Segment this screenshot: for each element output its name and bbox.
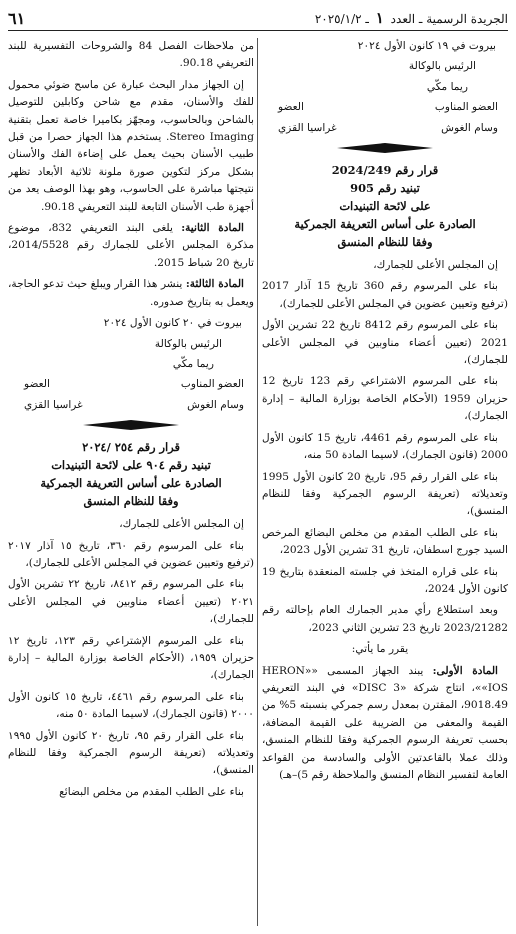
- signature-date: بيروت في ٢٠ كانون الأول ٢٠٢٤: [103, 317, 242, 330]
- member-role: العضو: [24, 378, 50, 391]
- header-issue-number: ١: [375, 9, 384, 27]
- article-2: [8, 220, 254, 272]
- diamond-rule-icon: [83, 420, 179, 430]
- article-1: [262, 663, 508, 785]
- article-3-label: المادة الثالثة:: [185, 278, 244, 291]
- signature-role: الرئيس بالوكالة: [408, 60, 476, 73]
- page-header: [8, 6, 508, 31]
- decision-subtitle-line: وفقا للنظام المنسق: [337, 235, 433, 250]
- members-roles-row: [8, 376, 254, 393]
- article-3: [8, 276, 254, 311]
- right-column: [262, 38, 508, 928]
- whereas-paragraph: وبعد استطلاع رأي مدير الجمارك العام بإحالته رقم 2023/21282 تاريخ 23 تشرين الثاني 2023،: [262, 604, 508, 634]
- decision-subtitle-line: تبنيد رقم 905: [350, 181, 420, 196]
- whereas-paragraph: بناء على المرسوم رقم 8412 تاريخ 22 تشرين الأول 2021 (تعيين أعضاء مناوبين في المجلس الأعلى للجمارك)،: [262, 319, 508, 367]
- signature-date: بيروت في ١٩ كانون الأول ٢٠٢٤: [357, 40, 496, 52]
- section-separator: [262, 143, 508, 153]
- decision-title: قرار رقم 2024/249: [331, 163, 439, 178]
- member-name-alternate: وسام الغوش: [187, 398, 244, 411]
- page-number: ٦١: [8, 8, 26, 28]
- header-date: ـ ٢٠٢٥/١/٢: [314, 12, 369, 26]
- decision-intro: إن المجلس الأعلى للجمارك،: [119, 518, 244, 531]
- decides-line: يقرر ما يأتي:: [351, 643, 409, 656]
- signature-block: [8, 315, 254, 414]
- whereas-paragraph: بناء على المرسوم رقم ٨٤١٢، تاريخ ٢٢ تشرين الأول ٢٠٢١ (تعيين أعضاء مناوبين في المجلس الأعلى للجمارك)،: [8, 578, 254, 626]
- previous-signature-block: [262, 38, 508, 137]
- left-column: [8, 38, 254, 928]
- decision-heading: [8, 438, 254, 510]
- decision-subtitle-line: الصادرة على أساس التعريفة الجمركية: [294, 217, 476, 232]
- diamond-rule-icon: [337, 143, 433, 153]
- article-1-text: يبند الجهاز المسمى «HERON» «IOS»، انتاج شركة «DISC 3» في البند التعريفي 9018.49، المقترن بمعدل رسم جمركي بنسبته 5% من القيمة والمعفى من الضريبة على القيمة المضافة، بحسب تعريفة الرسوم الجمركية وفقا للنظام المنسق، وذلك عملا بالقاعدتين الأولى والسادسة من القواعد العامة لتفسير النظام المنسق والملاحظة رقم 5)–هـ): [262, 664, 508, 781]
- article-2-text: يلغى البند التعريفي 832، موضوع مذكرة المجلس الأعلى للجمارك رقم 2014/5528، تاريخ 20 شباط 2015.: [8, 222, 254, 269]
- header-title-group: [315, 9, 508, 27]
- device-description: إن الجهاز مدار البحث عبارة عن ماسح ضوئي محمول للفك والأسنان، مقدم مع شاحن وكابلين للتوصيل بالشاحن وبالحاسوب، ومجهّز بكاميرا خاصة تعمل بتقنية Stereo Imaging. يستخدم هذا الجهاز حصرا من قبل طبيب الأسنان بحيث يعمل على إضاءة الفك والأسنان بشكل مركز لتكوين صورة ملونة ثلاثية الأبعاد تظهر نتيجتها مباشرة على الحاسوب، وهو بهذا الوصف يعد من أجهزة طب الأسنان التابعة للبند التعريفي 90.18.: [8, 78, 254, 213]
- whereas-paragraph: بناء على القرار رقم 95، تاريخ 20 كانون الأول 1995 وتعديلاته (تعريفة الرسوم الجمركية وفقا للنظام المنسق)،: [262, 470, 508, 518]
- decision-subtitle-line: وفقا للنظام المنسق: [83, 494, 179, 509]
- whereas-paragraph: بناء على المرسوم الاشتراعي رقم 123 تاريخ 12 حزيران 1959 (الأحكام الخاصة بوزارة المالية – إدارة الجمارك)،: [262, 375, 508, 423]
- continuation-paragraph: من ملاحظات الفصل 84 والشروحات التفسيرية للبند التعريفي 90.18.: [8, 40, 254, 70]
- article-2-label: المادة الثانية:: [181, 222, 244, 235]
- whereas-paragraph: بناء على المرسوم رقم 360 تاريخ 15 آذار 2017 (ترفيع وتعيين عضوين في المجلس الأعلى للجمارك)،: [262, 280, 508, 310]
- section-separator: [8, 420, 254, 430]
- header-title: الجريدة الرسمية ـ العدد: [390, 12, 508, 26]
- decision-subtitle-line: الصادرة على أساس التعريفة الجمركية: [40, 476, 222, 491]
- members-names-row: [8, 397, 254, 414]
- decision-intro: إن المجلس الأعلى للجمارك،: [373, 259, 498, 272]
- signature-name: ريما مكّي: [426, 80, 468, 93]
- member-name-alternate: وسام الغوش: [441, 121, 498, 134]
- whereas-paragraph: بناء على المرسوم رقم 4461، تاريخ 15 كانون الأول 2000 (قانون الجمارك)، لاسيما المادة 50 منه،: [262, 431, 508, 462]
- member-name: غراسيا القزي: [278, 121, 337, 134]
- whereas-paragraph: بناء على قراره المتخذ في جلسته المنعقدة بتاريخ 19 كانون الأول 2024،: [262, 565, 508, 595]
- member-name: غراسيا القزي: [24, 398, 83, 411]
- signature-name: ريما مكّي: [172, 357, 214, 370]
- article-1-label: المادة الأولى:: [432, 664, 498, 677]
- article-3-text: ينشر هذا القرار ويبلغ حيث تدعو الحاجة، ويعمل به بتاريخ صدوره.: [8, 278, 254, 308]
- member-role: العضو: [278, 101, 304, 114]
- member-role-alternate: العضو المناوب: [180, 378, 244, 391]
- decision-subtitle-line: تبنيد رقم ٩٠٤ على لائحة التبنيدات: [51, 458, 211, 473]
- member-role-alternate: العضو المناوب: [434, 101, 498, 114]
- decision-subtitle-line: على لائحة التبنيدات: [339, 199, 431, 214]
- decision-heading: [262, 161, 508, 251]
- decision-title: قرار رقم ٢٥٤ /٢٠٢٤: [82, 440, 180, 455]
- whereas-paragraph: بناء على القرار رقم ٩٥، تاريخ ٢٠ كانون الأول ١٩٩٥ وتعديلاته (تعريفة الرسوم الجمركية وفقا للنظام المنسق)،: [8, 729, 254, 777]
- members-names-row: [262, 120, 508, 137]
- signature-role: الرئيس بالوكالة: [154, 337, 222, 350]
- whereas-paragraph: بناء على المرسوم الإشتراعي رقم ١٢٣، تاريخ ١٢ حزيران ١٩٥٩، (الأحكام الخاصة بوزارة المالية – إدارة الجمارك)،: [8, 634, 254, 682]
- whereas-paragraph: بناء على المرسوم رقم ٤٤٦١، تاريخ ١٥ كانون الأول ٢٠٠٠ (قانون الجمارك)، لاسيما المادة ٥٠ منه،: [8, 690, 254, 721]
- whereas-paragraph: بناء على المرسوم رقم ٣٦٠، تاريخ ١٥ آذار ٢٠١٧ (ترفيع وتعيين عضوين في المجلس الأعلى للجمارك)،: [8, 539, 254, 569]
- members-roles-row: [262, 99, 508, 116]
- whereas-paragraph: بناء على الطلب المقدم من مخلص البضائع المرخص السيد جورج اسطفان، تاريخ 31 تشرين الأول 2023،: [262, 526, 508, 557]
- column-divider: [257, 38, 258, 926]
- whereas-paragraph: بناء على الطلب المقدم من مخلص البضائع: [59, 785, 244, 798]
